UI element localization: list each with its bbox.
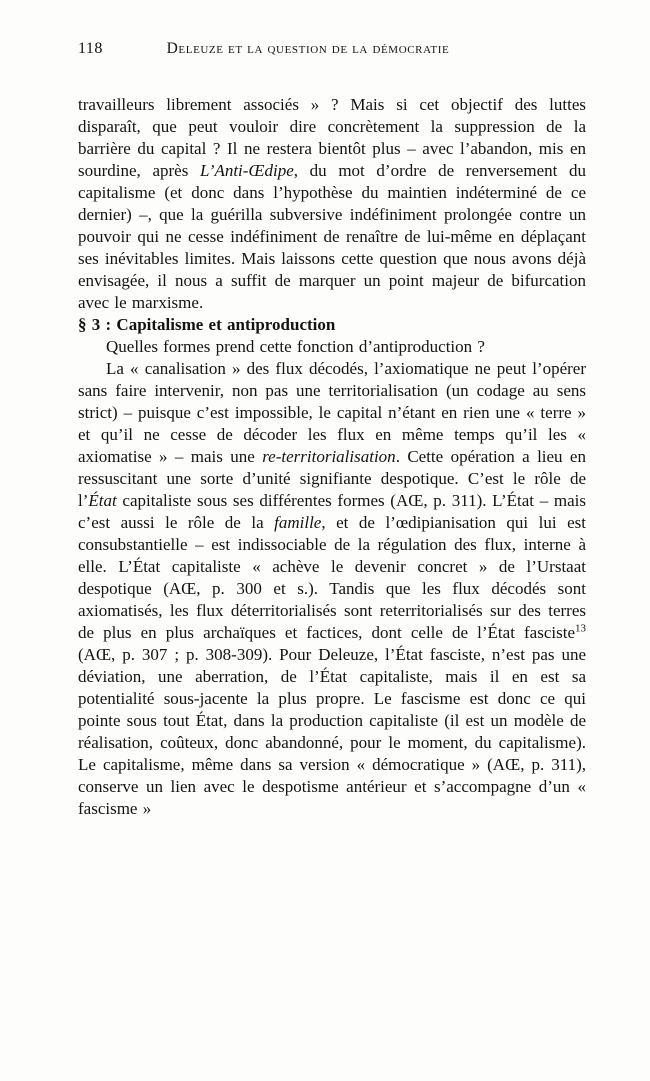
text-segment: travailleurs librement associés » ? Mais si cet objectif des luttes disparaît, que peut vouloir dire concrètement la suppression de la barrière du capital ? Il ne restera bientôt plus – avec l’abandon, mis en sourdine, après [78,95,586,180]
text-segment: , du mot d’ordre de renversement du capitalisme (et donc dans l’hypothèse du maintien indéterminé de ce dernier) –, que la guérilla subversive indéfiniment prolongée contre un pouvoir qui ne cesse indéfiniment de renaître de lui-même en déplaçant ses inévitables limites. Mais laissons cette question que nous avons déjà envisagée, il nous a suffit de marquer un point majeur de bifurcation avec le marxisme. [78,161,586,312]
paragraph-continuation [78,94,586,314]
page-header [78,40,586,60]
text-segment: La « canalisation » des flux décodés, l’axiomatique ne peut l’opérer sans faire intervenir, non pas une territorialisation (un codage au sens strict) – puisque c’est impossible, le capital n’étant en rien une « terre » et qu’il ne cesse de décoder les flux en même temps qu’il les « axiomatise » – mais une [78,359,586,466]
text-segment: capitaliste sous ses différentes formes (AŒ, p. 311). L’État – mais c’est aussi le rôle de la [78,491,586,532]
emphasis-italic: re-territorialisation [262,447,396,466]
emphasis-italic: État [88,491,117,510]
text-column [78,40,586,820]
footnote-reference: 13 [575,622,586,635]
page-number: 118 [78,40,103,57]
emphasis-italic: famille [274,513,322,532]
paragraph-question: Quelles formes prend cette fonction d’antiproduction ? [106,337,485,356]
body-text [78,94,586,820]
text-segment: . Cette opération a lieu en ressuscitant une sorte d’unité signifiante despotique. C’est le rôle de l’ [78,447,586,510]
text-segment: , et de l’œdipianisation qui lui est consubstantielle – est indissociable de la régulation des flux, interne à elle. L’État capitaliste « achève le devenir concret » de l’Urstaat despotique (AŒ, p. 300 et s.). Tandis que les flux décodés sont axiomatisés, les flux déterritorialisés sont reterritorialisés sur des terres de plus en plus archaïques et factices, dont celle de l’État fasciste [78,513,586,642]
text-segment: (AŒ, p. 307 ; p. 308-309). Pour Deleuze, l’État fasciste, n’est pas une déviation, une aberration, de l’État capitaliste, mais il en est sa potentialité sous-jacente la plus propre. Le fascisme est donc ce qui pointe sous tout État, dans la production capitaliste (il est un modèle de réalisation, coûteux, donc abandonné, pour le moment, du capitalisme). Le capitalisme, même dans sa version « démocratique » (AŒ, p. 311), conserve un lien avec le despotisme antérieur et s’accompagne d’un « fascisme » [78,645,586,818]
book-title-italic: L’Anti-Œdipe [199,161,294,180]
section-heading: § 3 : Capitalisme et antiproduction [78,315,336,334]
paragraph-main [78,358,586,820]
running-title: Deleuze et la question de la démocratie [166,40,450,57]
